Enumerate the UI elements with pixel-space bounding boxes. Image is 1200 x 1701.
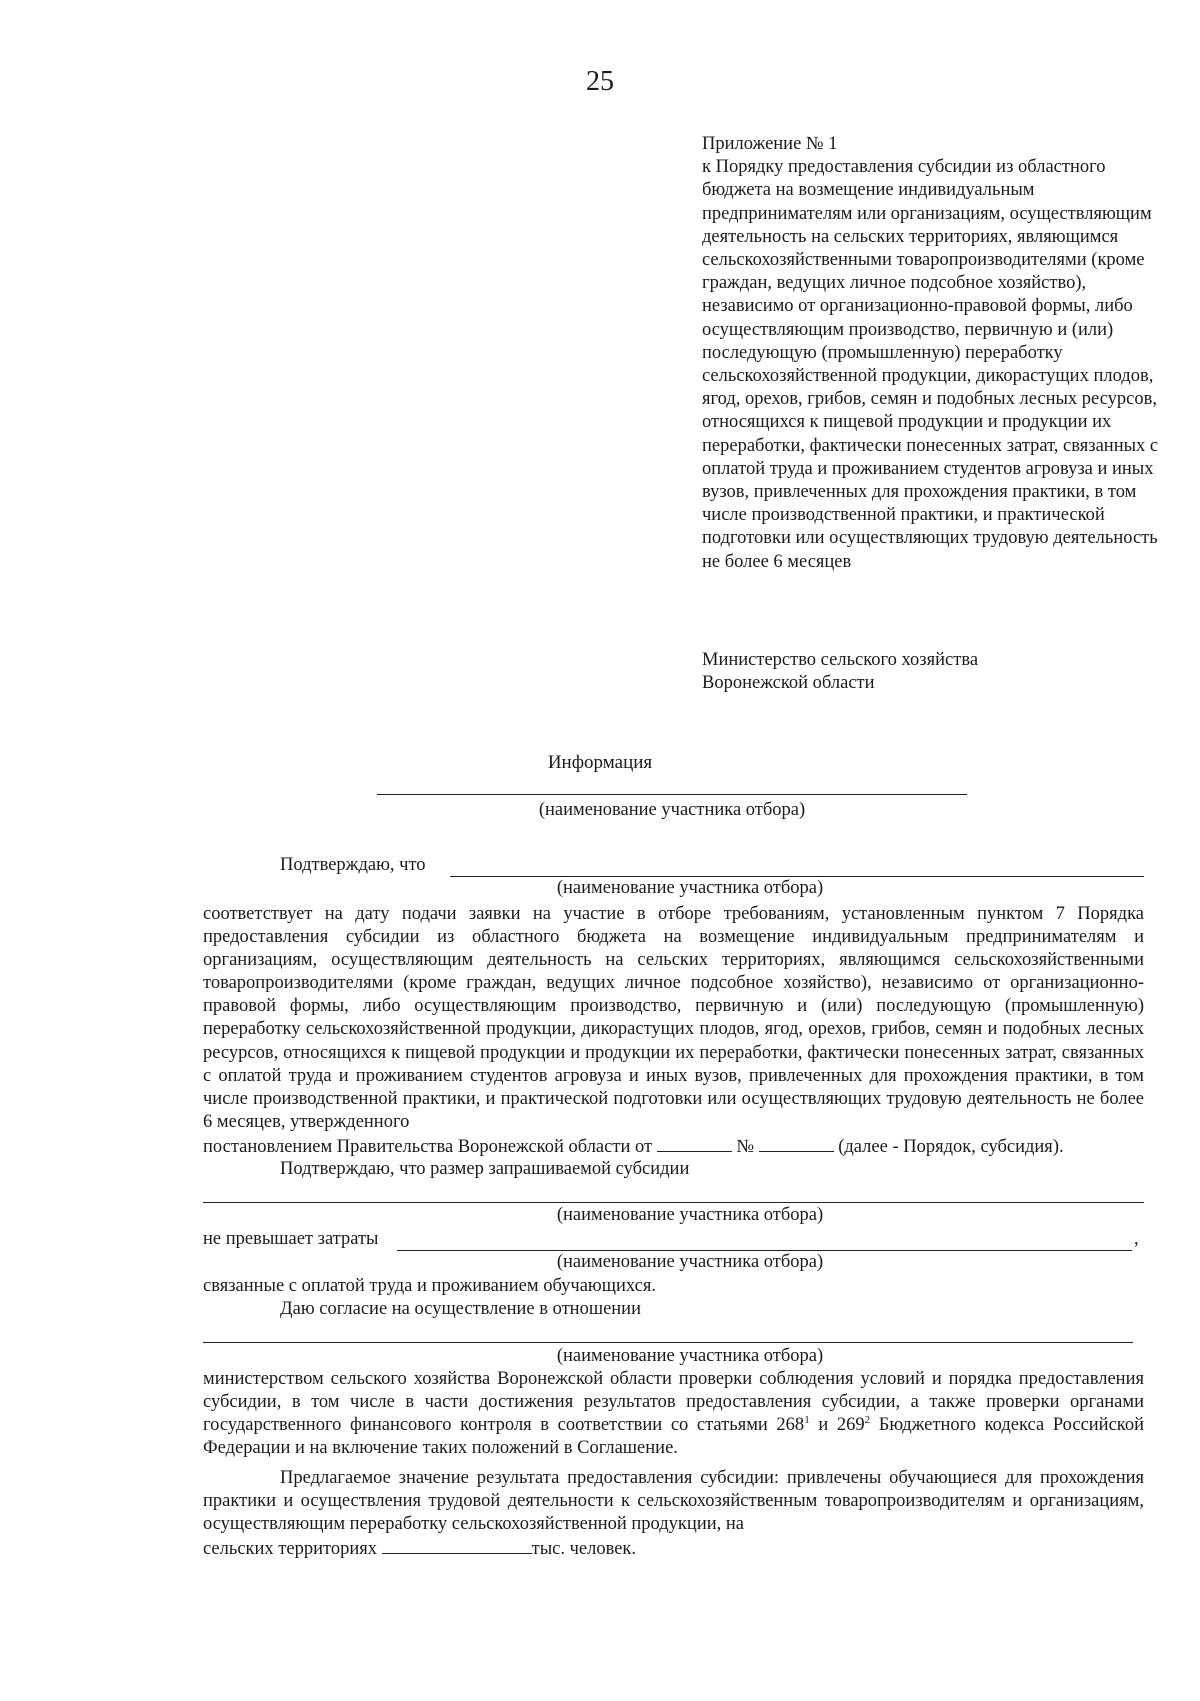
resolution-suffix: (далее - Порядок, субсидия).	[838, 1137, 1064, 1157]
resolution-number-blank[interactable]	[759, 1135, 834, 1152]
result-territories-text: сельских территориях	[203, 1539, 377, 1559]
costs-text: связанные с оплатой труда и проживанием обучающихся.	[203, 1276, 656, 1296]
result-last-line	[203, 1537, 636, 1561]
consent-participant-line[interactable]	[203, 1342, 1133, 1343]
consent-participant-caption: (наименование участника отбора)	[556, 1346, 824, 1366]
participant-name-caption: (наименование участника отбора)	[538, 800, 806, 820]
not-exceed-comma: ,	[1134, 1229, 1139, 1249]
result-unit-text: тыс. человек.	[531, 1539, 637, 1559]
appendix-block	[702, 133, 1172, 574]
consent-body-sup-2: 2	[864, 1414, 871, 1427]
ministry-line-2: Воронежской области	[702, 673, 875, 694]
ministry-line-1: Министерство сельского хозяйства	[702, 650, 979, 670]
consent-label: Даю согласие на осуществление в отношении	[280, 1299, 641, 1319]
resolution-text: постановлением Правительства Воронежской области от	[203, 1137, 653, 1157]
confirm-body-last-line	[203, 1135, 1144, 1159]
not-exceed-label: не превышает затраты	[203, 1229, 379, 1249]
amount-participant-caption: (наименование участника отбора)	[556, 1205, 824, 1225]
amount-participant-line[interactable]	[203, 1202, 1144, 1203]
appendix-text: к Порядку предоставления субсидии из областного бюджета на возмещение индивидуальным предпринимателям или организациям, осуществляющим деятельность на сельских территориях, являющимся сельскохозяйственными товаропроизводителями (кроме граждан, ведущих личное подсобное хозяйство), независимо от организационно-правовой формы, либо осуществляющим производство, первичную и (или) последующую (промышленную) переработку сельскохозяйственной продукции, дикорастущих плодов, ягод, орехов, грибов, семян и подобных лесных ресурсов, относящихся к пищевой продукции и продукции их переработки, фактически понесенных затрат, связанных с оплатой труда и проживанием студентов агровуза и иных вузов, привлеченных для прохождения практики, в том числе производственной практики, и практической подготовки или осуществляющих трудовую деятельность не более 6 месяцев	[702, 157, 1159, 572]
result-value-blank[interactable]	[382, 1537, 532, 1554]
confirm-amount-label: Подтверждаю, что размер запрашиваемой субсидии	[280, 1159, 690, 1179]
page-number: 25	[586, 66, 614, 97]
consent-body-sup-1: 1	[804, 1414, 810, 1427]
not-exceed-caption: (наименование участника отбора)	[556, 1252, 824, 1272]
confirm-participant-caption: (наименование участника отбора)	[556, 878, 824, 898]
confirm-participant-line[interactable]	[450, 876, 1144, 877]
ministry-addressee	[702, 649, 1172, 695]
consent-body-part-1: министерством сельского хозяйства Воронежской области проверки соблюдения условий и порядка предоставления субсидии, в том числе в части достижения результатов предоставления субсидии, а также проверки органами государственного финансового контроля в соответствии со статьями 268	[203, 1369, 1144, 1436]
resolution-number-sign: №	[736, 1137, 754, 1157]
consent-body-part-3: Бюджетного кодекса Российской Федерации и на включение таких положений в Соглашение.	[203, 1415, 1144, 1459]
confirm-label: Подтверждаю, что	[280, 855, 426, 875]
result-text: Предлагаемое значение результата предоставления субсидии: привлечены обучающиеся для прохождения практики и осуществления трудовой деятельности к сельскохозяйственным товаропроизводителям и организациям, осуществляющим переработку сельскохозяйственной продукции, на	[203, 1468, 1144, 1535]
consent-body-part-2: и 269	[809, 1415, 865, 1436]
document-title: Информация	[547, 752, 653, 773]
confirm-body: соответствует на дату подачи заявки на участие в отборе требованиям, установленным пунктом 7 Порядка предоставления субсидии из областного бюджета на возмещение индивидуальным предпринимателям и организациям, осуществляющим деятельность на сельских территориях, являющимся сельскохозяйственными товаропроизводителями (кроме граждан, ведущих личное подсобное хозяйство), независимо от организационно-правовой формы, либо осуществляющим производство, первичную и (или) последующую (промышленную) переработку сельскохозяйственной продукции, дикорастущих плодов, ягод, орехов, грибов, семян и подобных лесных ресурсов, относящихся к пищевой продукции и продукции их переработки, фактически понесенных затрат, связанных с оплатой труда и проживанием студентов агровуза и иных вузов, привлеченных для прохождения практики, в том числе производственной практики, и практической подготовки или осуществляющих трудовую деятельность не более 6 месяцев, утвержденного	[203, 904, 1144, 1132]
appendix-heading: Приложение № 1	[702, 134, 838, 154]
not-exceed-line[interactable]	[397, 1250, 1132, 1251]
participant-name-line[interactable]	[377, 794, 967, 795]
resolution-date-blank[interactable]	[657, 1135, 732, 1152]
consent-body	[203, 1368, 1144, 1460]
